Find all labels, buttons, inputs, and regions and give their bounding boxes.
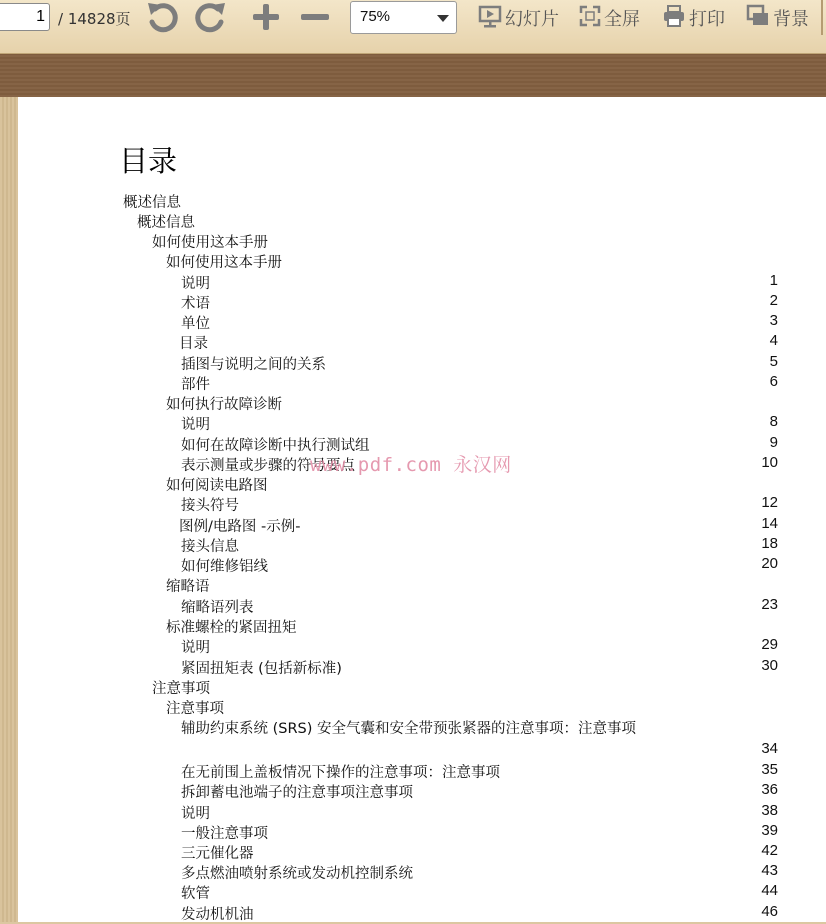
- toc-entry: 说明: [181, 640, 210, 656]
- toc-page-number: 10: [761, 454, 778, 471]
- toc-page-number: 38: [761, 802, 778, 819]
- toc-entry: 如何维修铝线: [181, 559, 268, 575]
- page-total-label: / 14828页: [58, 10, 131, 28]
- document-page: [18, 97, 826, 922]
- toc-entry: 图例/电路图 -示例-: [179, 519, 301, 535]
- print-label: 打印: [689, 9, 725, 30]
- toc-entry: 说明: [181, 806, 210, 822]
- toc-entry: 说明: [181, 276, 210, 292]
- slideshow-button[interactable]: [478, 4, 559, 32]
- toc-entry: 缩略语列表: [181, 600, 254, 616]
- toc-entry: 紧固扭矩表 (包括新标准): [181, 661, 342, 677]
- fullscreen-button[interactable]: [579, 4, 640, 32]
- toc-entry: 在无前围上盖板情况下操作的注意事项：注意事项: [181, 765, 500, 781]
- fullscreen-label: 全屏: [604, 9, 640, 30]
- toc-entry: 一般注意事项: [181, 826, 268, 842]
- toc-page-number: 14: [761, 515, 778, 532]
- slideshow-label: 幻灯片: [505, 9, 559, 30]
- toc-page-number: 44: [761, 882, 778, 899]
- viewer-header-band: [0, 54, 826, 97]
- toc-page-number: 5: [769, 353, 778, 370]
- toc-entry: 三元催化器: [181, 846, 254, 862]
- rotate-left-icon[interactable]: [145, 0, 181, 38]
- page-left-margin: [0, 97, 18, 922]
- toc-entry: 注意事项: [166, 701, 224, 717]
- toc-page-number: 23: [761, 596, 778, 613]
- toc-entry: 单位: [181, 316, 210, 332]
- zoom-select[interactable]: [350, 1, 457, 34]
- toc-page-number: 6: [769, 373, 778, 390]
- toc-entry: 说明: [181, 417, 210, 433]
- toc-entry: 接头信息: [181, 539, 239, 555]
- toc-entry: 如何使用这本手册: [166, 255, 282, 271]
- watermark: www.pdf.com 永汉网: [310, 454, 512, 476]
- toc-page-number: 35: [761, 761, 778, 778]
- toc-entry: 部件: [181, 377, 210, 393]
- toc-entry: 多点燃油喷射系统或发动机控制系统: [181, 866, 413, 882]
- toc-page-number: 42: [761, 842, 778, 859]
- toc-page-number: 4: [769, 332, 778, 349]
- toc-entry: 概述信息: [123, 195, 181, 211]
- toc-page-number: 36: [761, 781, 778, 798]
- toc-page-number: 9: [769, 434, 778, 451]
- toc-entry: 目录: [179, 336, 208, 352]
- toc-page-number: 18: [761, 535, 778, 552]
- print-button[interactable]: [662, 4, 725, 32]
- toc-entry: 辅助约束系统 (SRS) 安全气囊和安全带预张紧器的注意事项：注意事项: [181, 721, 637, 737]
- toc-page-number: 43: [761, 862, 778, 879]
- toc-entry: 如何使用这本手册: [152, 235, 268, 251]
- toc-page-number: 29: [761, 636, 778, 653]
- toc-page-number: 1: [769, 272, 778, 289]
- background-label: 背景: [773, 9, 809, 30]
- toc-page-number: 30: [761, 657, 778, 674]
- toc-entry: 软管: [181, 886, 210, 902]
- toc-page-number: 8: [769, 413, 778, 430]
- rotate-right-icon[interactable]: [192, 0, 228, 38]
- toc-entry: 插图与说明之间的关系: [181, 357, 326, 373]
- zoom-value: 75%: [360, 8, 391, 25]
- toc-entry: 表示测量或步骤的符号要点: [181, 458, 355, 474]
- toc-entry: 概述信息: [137, 215, 195, 231]
- toc-entry: 缩略语: [166, 579, 210, 595]
- toc-page-number: 39: [761, 822, 778, 839]
- toc-entry: 如何执行故障诊断: [166, 397, 282, 413]
- toc-entry: 拆卸蓄电池端子的注意事项注意事项: [181, 785, 413, 801]
- toc-page-number: 34: [761, 740, 778, 757]
- toc-page-number: 46: [761, 903, 778, 920]
- fullscreen-icon: [579, 5, 601, 31]
- background-icon: [746, 4, 770, 32]
- toc-page-number: 3: [769, 312, 778, 329]
- plus-icon[interactable]: [251, 2, 281, 36]
- toc-entry: 如何阅读电路图: [166, 478, 268, 494]
- background-button[interactable]: [746, 4, 809, 32]
- toolbar-divider: [821, 0, 823, 35]
- toc-entry: 如何在故障诊断中执行测试组: [181, 438, 370, 454]
- toc-entry: 注意事项: [152, 681, 210, 697]
- chevron-down-icon: [437, 15, 449, 22]
- toc-entry: 接头符号: [181, 498, 239, 514]
- toc-entry: 发动机机油: [181, 907, 254, 923]
- printer-icon: [662, 4, 686, 32]
- toc-entry: 标准螺栓的紧固扭矩: [166, 620, 297, 636]
- toc-page-number: 20: [761, 555, 778, 572]
- current-page-input[interactable]: 1: [0, 3, 50, 31]
- slideshow-icon: [478, 4, 502, 32]
- minus-icon[interactable]: [299, 2, 331, 36]
- toc-page-number: 2: [769, 292, 778, 309]
- toc-entry: 术语: [181, 296, 210, 312]
- page-title: 目录: [119, 144, 178, 178]
- toc-page-number: 12: [761, 494, 778, 511]
- viewer-toolbar: [0, 0, 826, 54]
